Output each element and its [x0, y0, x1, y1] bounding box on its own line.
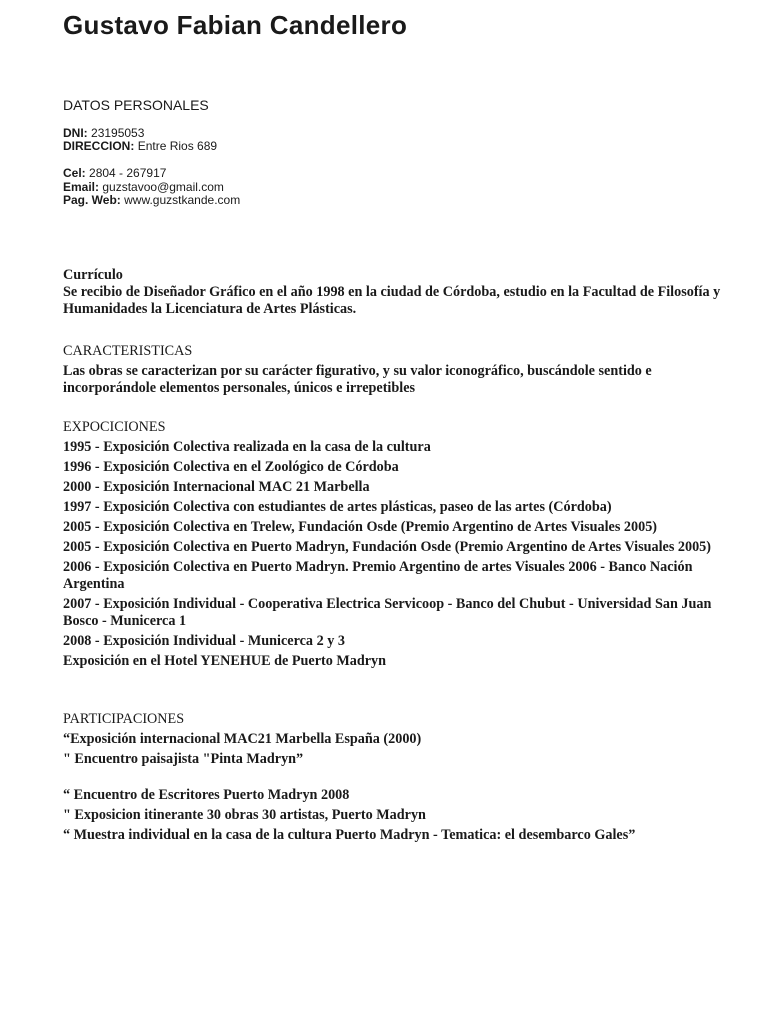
email-line: [63, 180, 224, 194]
address-value: Entre Rios 689: [137, 139, 218, 153]
exhibition-item: 2005 - Exposición Colectiva en Puerto Madryn, Fundación Osde (Premio Argentino de Artes Visuales 2005): [63, 539, 712, 555]
exhibition-item: 2005 - Exposición Colectiva en Trelew, Fundación Osde (Premio Argentino de Artes Visuales 2005): [63, 519, 658, 535]
participations-heading: PARTICIPACIONES: [63, 711, 185, 727]
characteristics-heading: CARACTERISTICAS: [63, 343, 193, 359]
exhibition-item: 2006 - Exposición Colectiva en Puerto Madryn. Premio Argentino de artes Visuales 2006 - Banco Nación Argentina: [63, 559, 693, 592]
dni-label: DNI:: [63, 126, 88, 140]
cel-label: Cel:: [63, 166, 86, 180]
exhibition-item: 2008 - Exposición Individual - Municerca 2 y 3: [63, 633, 345, 649]
dni-line: [63, 126, 144, 140]
exhibition-item: 1995 - Exposición Colectiva realizada en la casa de la cultura: [63, 439, 431, 455]
exhibitions-section: [63, 419, 723, 673]
curriculum-section: [63, 267, 723, 318]
web-line: [63, 193, 240, 207]
curriculum-text: Se recibio de Diseñador Gráfico en el año 1998 en la ciudad de Córdoba, estudio en la Facultad de Filosofía y Humanidades la Licenciatura de Artes Plásticas.: [63, 284, 721, 317]
email-value: guzstavoo@gmail.com: [102, 180, 224, 194]
dni-value: 23195053: [91, 126, 145, 140]
characteristics-text: Las obras se caracterizan por su carácter figurativo, y su valor iconográfico, buscándole sentido e incorporándole elementos personales, únicos e irrepetibles: [63, 363, 652, 396]
person-name: Gustavo Fabian Candellero: [63, 10, 408, 40]
exhibition-item: 2007 - Exposición Individual - Cooperativa Electrica Servicoop - Banco del Chubut - Universidad San Juan Bosco - Municerca 1: [63, 596, 712, 629]
exhibition-item: Exposición en el Hotel YENEHUE de Puerto Madryn: [63, 653, 387, 669]
characteristics-section: [63, 343, 723, 397]
participation-item: “ Muestra individual en la casa de la cultura Puerto Madryn - Tematica: el desembarco Gales”: [63, 827, 636, 843]
cel-value: 2804 - 267917: [89, 166, 167, 180]
curriculum-heading: Currículo: [63, 267, 123, 283]
participation-item: “Exposición internacional MAC21 Marbella España (2000): [63, 731, 422, 747]
participation-item: “ Encuentro de Escritores Puerto Madryn 2008: [63, 787, 350, 803]
address-label: DIRECCION:: [63, 139, 135, 153]
participations-section: [63, 711, 723, 847]
web-label: Pag. Web:: [63, 193, 121, 207]
address-line: [63, 139, 217, 153]
web-value: www.guzstkande.com: [124, 193, 241, 207]
cel-line: [63, 166, 166, 180]
personal-data-heading: DATOS PERSONALES: [63, 97, 209, 113]
exhibition-item: 1996 - Exposición Colectiva en el Zoológico de Córdoba: [63, 459, 399, 475]
participation-item: " Exposicion itinerante 30 obras 30 artistas, Puerto Madryn: [63, 807, 426, 823]
email-label: Email:: [63, 180, 100, 194]
exhibition-item: 2000 - Exposición Internacional MAC 21 Marbella: [63, 479, 370, 495]
exhibition-item: 1997 - Exposición Colectiva con estudiantes de artes plásticas, paseo de las artes (Córdoba): [63, 499, 612, 515]
participation-item: " Encuentro paisajista "Pinta Madryn”: [63, 751, 304, 767]
exhibitions-heading: EXPOCICIONES: [63, 419, 166, 435]
